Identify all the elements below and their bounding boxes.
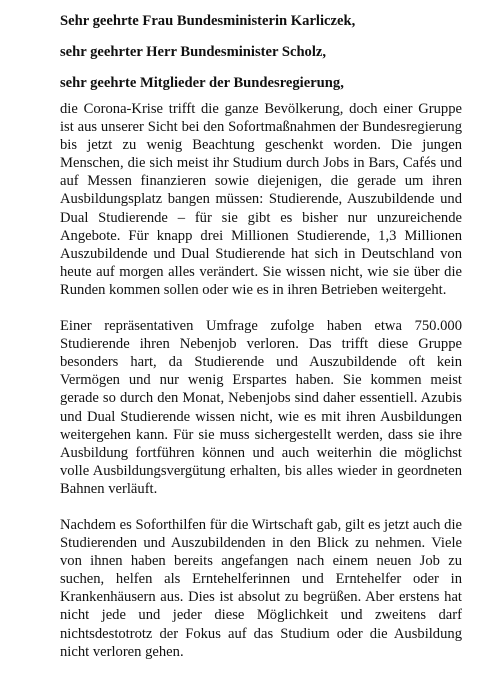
salutation-minister-scholz: sehr geehrter Herr Bundesminister Scholz, (60, 44, 327, 60)
salutation-government-members: sehr geehrte Mitglieder der Bundesregierung, (60, 75, 344, 91)
paragraph-survey-side-jobs: Einer repräsentativen Umfrage zufolge haben etwa 750.000 Studierende ihren Nebenjob verloren. Das trifft diese Gruppe besonders hart, da Studierende und Auszubildende oft kein Vermögen und nur wenig Erspartes haben. Sie kommen meist gerade so durch den Monat, Nebenjobs sind daher essentiell. Azubis und Dual Studierende wissen nicht, wie es mit ihren Ausbildungen weitergehen kann. Für sie muss sichergestellt werden, dass sie ihre Ausbildung fortführen können und auch weiterhin die möglichst volle Ausbildungsvergütung erhalten, bis alles wieder in geordneten Bahnen verläuft. (60, 318, 462, 497)
paragraph-emergency-aid: Nachdem es Soforthilfen für die Wirtschaft gab, gilt es jetzt auch die Studierenden und Auszubildenden in den Blick zu nehmen. Viele von ihnen haben bereits angefangen nach einem neuen Job zu suchen, helfen als Erntehelferinnen und Erntehelfer oder in Krankenhäusern aus. Dies ist absolut zu begrüßen. Aber erstens hat nicht jede und jeder diese Möglichkeit und zweitens darf nichtsdestotrotz der Fokus auf das Studium oder die Ausbildung nicht verloren gehen. (60, 516, 462, 660)
salutation-minister-karliczek: Sehr geehrte Frau Bundesministerin Karliczek, (60, 13, 356, 29)
paragraph-corona-crisis: die Corona-Krise trifft die ganze Bevölkerung, doch einer Gruppe ist aus unserer Sicht bei den Sofortmaßnahmen der Bundesregierung bis jetzt zu wenig Beachtung geschenkt worden. Die jungen Menschen, die sich meist ihr Studium durch Jobs in Bars, Cafés und auf Messen finanzieren sowie diejenigen, die gerade um ihren Ausbildungsplatz bangen müssen: Studierende, Auszubildende und Dual Studierende – für sie gibt es bisher nur unzureichende Angebote. Für knapp drei Millionen Studierende, 1,3 Millionen Auszubildende und Dual Studierende hat sich in Deutschland von heute auf morgen alles verändert. Sie wissen nicht, wie sie über die Runden kommen sollen oder wie es in ihren Betrieben weitergeht. (60, 101, 462, 298)
